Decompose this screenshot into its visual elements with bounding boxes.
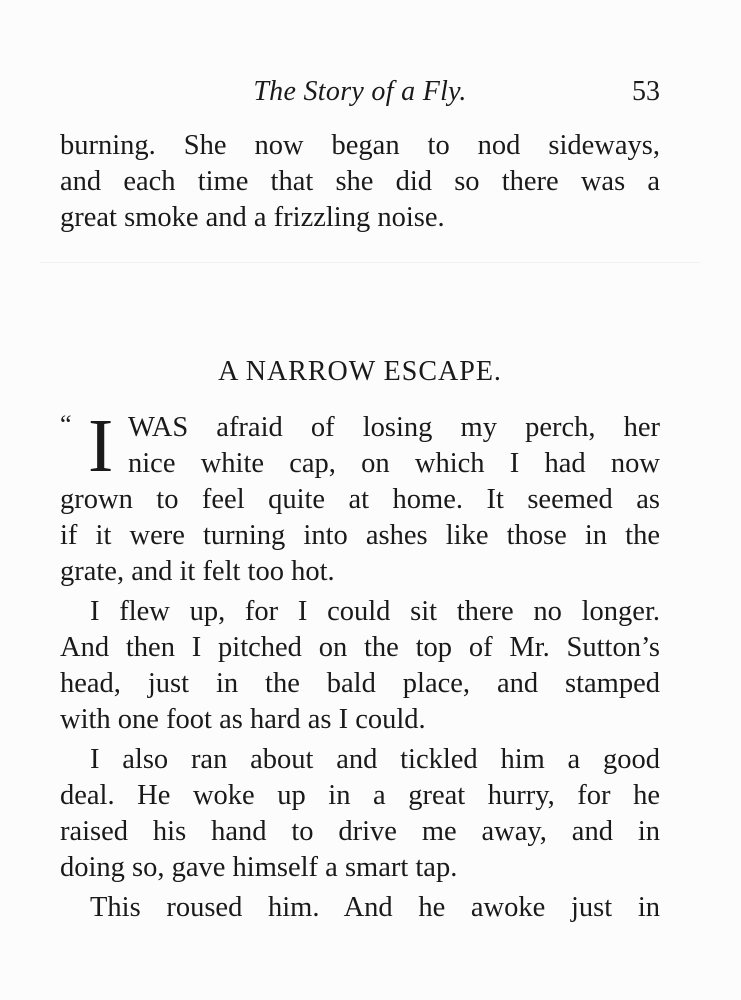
- text-line: if it were turning into ashes like those in the: [60, 520, 660, 551]
- text-line: This roused him. And he awoke just in: [90, 892, 660, 923]
- text-line: head, just in the bald place, and stamped: [60, 668, 660, 699]
- top-paragraph: [60, 128, 660, 236]
- text-line: I also ran about and tickled him a good: [90, 744, 660, 775]
- running-title: The Story of a Fly.: [253, 76, 467, 107]
- text-line: doing so, gave himself a smart tap.: [60, 852, 458, 883]
- text-line: with one foot as hard as I could.: [60, 704, 426, 735]
- text-line: grown to feel quite at home. It seemed as: [60, 484, 660, 515]
- text-line: WAS afraid of losing my perch, her: [128, 412, 660, 443]
- running-header: [60, 72, 660, 112]
- drop-cap-group: [60, 404, 128, 488]
- drop-cap: I: [88, 404, 114, 488]
- text-line: deal. He woke up in a great hurry, for he: [60, 780, 660, 811]
- section-body: [60, 404, 660, 926]
- text-line: And then I pitched on the top of Mr. Sutton’s: [60, 632, 660, 663]
- text-line: great smoke and a frizzling noise.: [60, 202, 445, 233]
- page-number: 53: [632, 76, 660, 107]
- open-quote-mark: “: [60, 410, 72, 439]
- text-line: raised his hand to drive me away, and in: [60, 816, 660, 847]
- section-title: A NARROW ESCAPE.: [218, 356, 502, 387]
- text-line: grate, and it felt too hot.: [60, 556, 335, 587]
- page-crease: [40, 262, 700, 263]
- text-line: burning. She now began to nod sideways,: [60, 130, 660, 161]
- text-line: and each time that she did so there was a: [60, 166, 660, 197]
- text-line: nice white cap, on which I had now: [128, 448, 660, 479]
- text-line: I flew up, for I could sit there no longer.: [90, 596, 660, 627]
